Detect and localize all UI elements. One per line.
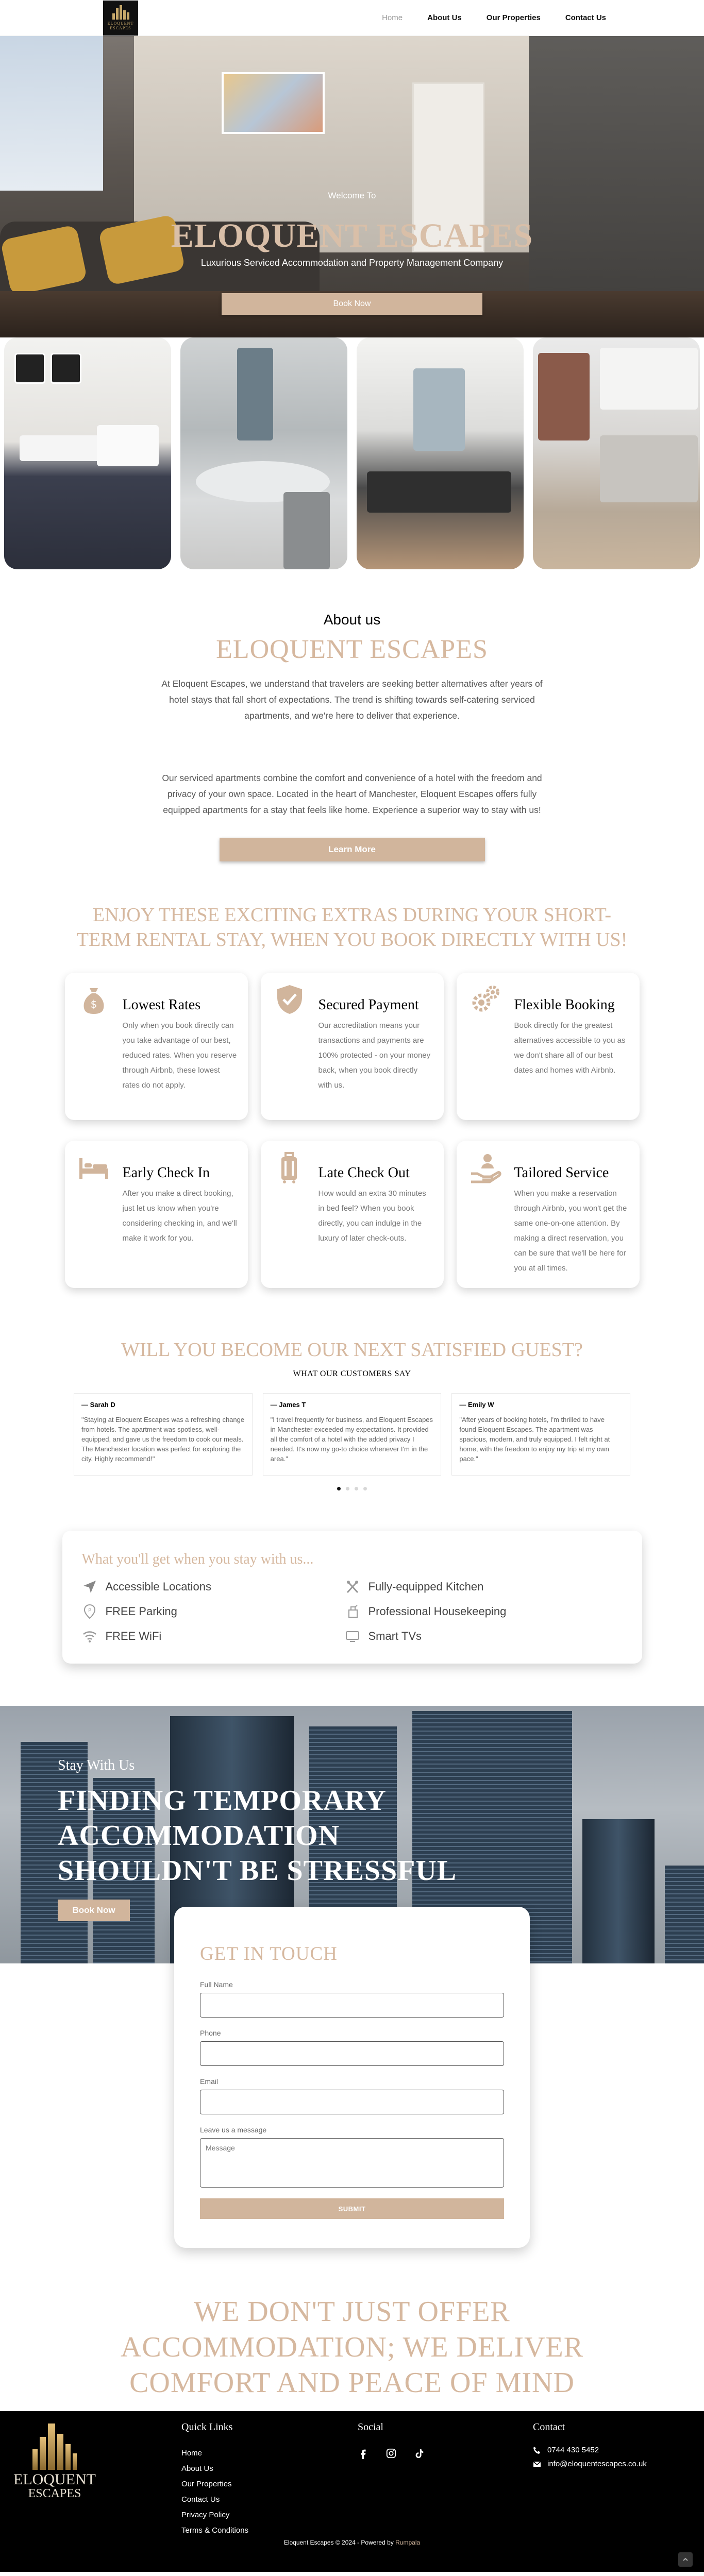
- cleaning-icon: [345, 1604, 360, 1619]
- learn-more-button[interactable]: Learn More: [220, 838, 485, 861]
- about-brand-title: ELOQUENT ESCAPES: [216, 635, 488, 664]
- social-title: Social: [358, 2421, 383, 2433]
- contact-form-title: GET IN TOUCH: [200, 1943, 338, 1964]
- main-menu: [382, 13, 606, 22]
- gallery-photo-kitchen[interactable]: [533, 337, 700, 569]
- card-title: Late Check Out: [318, 1165, 410, 1181]
- banner-headline: FINDING TEMPORARY ACCOMMODATION SHOULDN'T BE STRESSFUL: [58, 1785, 457, 1887]
- logo-skyline-icon: [112, 5, 129, 20]
- svg-text:$: $: [90, 998, 97, 1010]
- full-name-input[interactable]: [200, 1993, 504, 2018]
- footer-contact: [533, 2421, 647, 2468]
- gears-icon: [469, 983, 502, 1016]
- card-text: Book directly for the greatest alternatives accessible to you as we don't share all of our best dates and homes with Airbnb.: [514, 1021, 626, 1075]
- extra-card-late-check-out: [261, 1141, 444, 1288]
- hero-painting-image: [222, 72, 325, 134]
- card-title: Early Check In: [122, 1165, 210, 1181]
- gallery-photo-bedroom[interactable]: [4, 337, 171, 569]
- review-author: — James T: [270, 1401, 306, 1409]
- hero-content: [0, 191, 704, 315]
- instagram-icon[interactable]: [385, 2448, 397, 2459]
- review-text: "I travel frequently for business, and Eloquent Escapes in Manchester exceeded my expectations. It provided all the comfort of a hotel with the added privacy I needed. It's now my go-to choice whenever I'm in the area.": [270, 1416, 433, 1463]
- top-navbar: [0, 0, 704, 36]
- hero-tagline: Luxurious Serviced Accommodation and Property Management Company: [200, 258, 504, 268]
- footer-link-terms[interactable]: Terms & Conditions: [181, 2526, 249, 2535]
- banner-text: [58, 1757, 457, 1921]
- footer-link-privacy[interactable]: Privacy Policy: [181, 2511, 230, 2519]
- benefit-label: FREE WiFi: [105, 1630, 162, 1642]
- shield-check-icon: [273, 983, 306, 1016]
- hand-person-icon: [469, 1151, 502, 1184]
- testimonials-title: WILL YOU BECOME OUR NEXT SATISFIED GUEST?: [121, 1339, 583, 1361]
- tiktok-icon[interactable]: [413, 2448, 425, 2459]
- carousel-dot-3[interactable]: [355, 1487, 358, 1490]
- hero-title: ELOQUENT ESCAPES: [171, 217, 533, 255]
- powered-by-link[interactable]: Rumpala: [395, 2539, 421, 2546]
- tv-icon: [345, 1629, 360, 1644]
- contact-title: Contact: [533, 2421, 565, 2433]
- full-name-label: Full Name: [200, 1980, 233, 1989]
- facebook-icon[interactable]: [358, 2448, 369, 2459]
- benefit-label: Professional Housekeeping: [368, 1605, 507, 1618]
- benefit-item: [345, 1628, 608, 1645]
- wifi-icon: [82, 1629, 97, 1644]
- footer-link-about[interactable]: About Us: [181, 2464, 213, 2473]
- hero-section: [0, 36, 704, 337]
- card-text: Our accreditation means your transactions and payments are 100% protected - on your money back, when you book directly with us.: [318, 1021, 431, 1090]
- card-text: Only when you book directly can you take advantage of our best, reduced rates. When you reserve through Airbnb, these lowest rates do not apply.: [122, 1021, 237, 1090]
- hero-welcome-text: Welcome To: [328, 191, 376, 200]
- svg-text:P: P: [88, 1608, 91, 1614]
- footer-link-properties[interactable]: Our Properties: [181, 2480, 232, 2488]
- footer-link-contact[interactable]: Contact Us: [181, 2495, 220, 2504]
- extra-card-secured-payment: [261, 973, 444, 1120]
- testimonials-subtitle: WHAT OUR CUSTOMERS SAY: [293, 1369, 411, 1378]
- banner-kicker: Stay With Us: [58, 1757, 135, 1773]
- benefit-item: [82, 1603, 345, 1620]
- message-textarea[interactable]: [200, 2138, 504, 2188]
- review-card: [263, 1393, 442, 1476]
- hero-window-image: [0, 36, 103, 191]
- reviews-carousel[interactable]: [74, 1393, 630, 1476]
- extra-card-lowest-rates: [65, 973, 248, 1120]
- utensils-icon: [345, 1579, 360, 1595]
- gallery-photo-living-room[interactable]: [357, 337, 524, 569]
- footer-logo[interactable]: ELOQUENT ESCAPES: [8, 2424, 101, 2500]
- extras-title: ENJOY THESE EXCITING EXTRAS DURING YOUR SHORT-TERM RENTAL STAY, WHEN YOU BOOK DIRECTLY WITH US!: [76, 904, 628, 951]
- extras-cards: [65, 973, 640, 1288]
- benefit-label: Fully-equipped Kitchen: [368, 1580, 484, 1593]
- footer-email[interactable]: info@eloquentescapes.co.uk: [533, 2460, 647, 2468]
- review-card: [74, 1393, 253, 1476]
- parking-pin-icon: [82, 1604, 97, 1619]
- gallery-photo-dining[interactable]: [180, 337, 347, 569]
- carousel-dot-1[interactable]: [337, 1487, 341, 1490]
- card-title: Secured Payment: [318, 997, 419, 1013]
- phone-input[interactable]: [200, 2041, 504, 2066]
- extra-card-early-check-in: [65, 1141, 248, 1288]
- review-card: [451, 1393, 630, 1476]
- carousel-dots: [0, 1487, 704, 1490]
- quick-links-title: Quick Links: [181, 2421, 233, 2433]
- about-section: [0, 569, 704, 861]
- benefits-box: [62, 1531, 642, 1664]
- luggage-icon: [273, 1151, 306, 1184]
- benefits-title: What you'll get when you stay with us...: [81, 1551, 314, 1567]
- carousel-dot-2[interactable]: [346, 1487, 349, 1490]
- benefit-item: [82, 1628, 345, 1645]
- building-image: [582, 1819, 655, 1963]
- closing-quote: WE DON'T JUST OFFER ACCOMMODATION; WE DELIVER COMFORT AND PEACE OF MIND: [120, 2296, 584, 2399]
- benefit-label: FREE Parking: [105, 1605, 177, 1618]
- review-text: "After years of booking hotels, I'm thrilled to have found Eloquent Escapes. The apartment was spacious, modern, and truly equipped. I felt right at home, with the freedom to enjoy my trip at my own pace.": [459, 1416, 610, 1463]
- hero-book-now-button[interactable]: Book Now: [222, 293, 482, 315]
- site-logo[interactable]: [103, 1, 138, 36]
- footer-phone[interactable]: 0744 430 5452: [533, 2446, 647, 2454]
- nav-about-link[interactable]: About Us: [427, 13, 462, 22]
- testimonials-section: [0, 1338, 704, 1490]
- card-title: Flexible Booking: [514, 997, 615, 1013]
- submit-button[interactable]: SUBMIT: [200, 2198, 504, 2219]
- review-author: — Sarah D: [81, 1401, 115, 1409]
- email-input[interactable]: [200, 2090, 504, 2114]
- footer-social: [358, 2421, 425, 2459]
- nav-contact-link[interactable]: Contact Us: [565, 13, 606, 22]
- card-text: How would an extra 30 minutes in bed feel? When you book directly, you can indulge in the luxury of later check-outs.: [318, 1189, 426, 1243]
- extra-card-tailored-service: [457, 1141, 640, 1288]
- nav-home-link[interactable]: Home: [382, 13, 403, 22]
- chevron-up-icon: [682, 2556, 689, 2563]
- extra-card-flexible-booking: [457, 973, 640, 1120]
- review-author: — Emily W: [459, 1401, 494, 1409]
- copyright-text: Eloquent Escapes © 2024 - Powered by Rumpala: [283, 2539, 421, 2546]
- envelope-icon: [533, 2460, 541, 2468]
- location-arrow-icon: [82, 1579, 97, 1595]
- benefit-label: Accessible Locations: [105, 1580, 211, 1593]
- site-footer: [0, 2411, 704, 2572]
- money-bag-icon: [77, 983, 110, 1016]
- nav-properties-link[interactable]: Our Properties: [486, 13, 541, 22]
- photo-gallery: [0, 337, 704, 569]
- phone-icon: [533, 2446, 541, 2454]
- card-title: Lowest Rates: [122, 997, 201, 1013]
- contact-form: [174, 1907, 530, 2248]
- banner-book-now-button[interactable]: Book Now: [58, 1900, 130, 1921]
- card-text: After you make a direct booking, just let us know when you're considering checking in, and we'll make it work for you.: [122, 1189, 237, 1243]
- about-paragraph-1: At Eloquent Escapes, we understand that travelers are seeking better alternatives after years of hotel stays that fall short of expectations. The trend is shifting towards self-catering serviced apartments, and we're here to deliver that experience.: [161, 679, 543, 721]
- footer-quick-links: [181, 2421, 248, 2538]
- logo-text: ELOQUENT ESCAPES: [107, 21, 134, 30]
- building-image: [665, 1866, 704, 1963]
- bed-icon: [77, 1151, 110, 1184]
- card-text: When you make a reservation through Airbnb, you won't get the same one-on-one attention. By making a direct reservation, you can be sure that we'll be here for you at all times.: [514, 1189, 627, 1273]
- footer-link-home[interactable]: Home: [181, 2449, 203, 2458]
- benefit-item: [82, 1578, 345, 1596]
- about-heading: About us: [323, 612, 381, 628]
- benefit-item: [345, 1578, 608, 1596]
- card-title: Tailored Service: [514, 1165, 609, 1181]
- scroll-to-top-button[interactable]: [678, 2552, 693, 2567]
- benefit-item: [345, 1603, 608, 1620]
- review-text: "Staying at Eloquent Escapes was a refreshing change from hotels. The apartment was spotless, well-equipped, and gave us the freedom to cook our meals. The Manchester location was perfect for exploring the city. Highly recommend!": [81, 1416, 245, 1463]
- about-paragraph-2: Our serviced apartments combine the comfort and convenience of a hotel with the freedom and privacy of your own space. Located in the heart of Manchester, Eloquent Escapes offers fully equipped apartments for a stay that feels like home. Experience a superior way to stay with us!: [162, 773, 542, 815]
- footer-skyline-icon: [8, 2424, 101, 2470]
- email-label: Email: [200, 2077, 219, 2086]
- benefit-label: Smart TVs: [368, 1630, 422, 1642]
- carousel-dot-4[interactable]: [363, 1487, 367, 1490]
- phone-label: Phone: [200, 2029, 221, 2037]
- message-label: Leave us a message: [200, 2126, 267, 2134]
